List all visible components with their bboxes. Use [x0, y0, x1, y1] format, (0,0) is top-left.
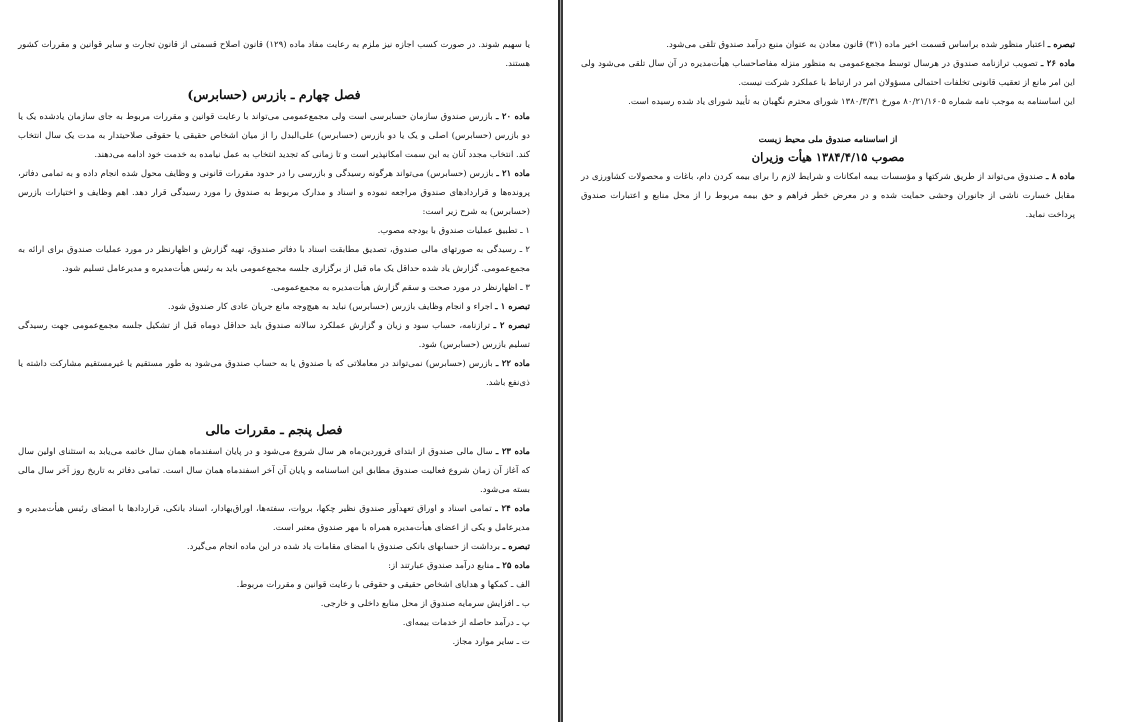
section-big-title: مصوب ۱۳۸۴/۴/۱۵ هیأت وزیران	[751, 150, 905, 164]
article-25-head: ماده ۲۵ ـ	[496, 561, 530, 571]
article-25-text: منابع درآمد صندوق عبارتند از:	[388, 561, 494, 571]
article-8-head: ماده ۸ ـ	[1046, 172, 1075, 182]
article-25-item-d: ت ـ سایر موارد مجاز.	[452, 637, 530, 647]
article-20-text: بازرس صندوق سازمان حسابرسی است ولی مجمع‌عمومی می‌تواند با رعایت قوانین و مقررات مربوط به جای سازمان یادشده یک یا دو بازرس (حسابرس) اصلی و یک یا دو بازرس (حسابرس) علی‌البدل را از میان اشخاص حقیقی یا حقوقی صلاحیتدار به مدت یک سال انتخاب کند. انتخاب مجدد آنان به این سمت امکانپذیر است و تا زمانی که تجدید انتخاب به عمل نیامده به خدمت خود ادامه می‌دهند.	[18, 112, 530, 160]
article-25-item-b: ب ـ افزایش سرمایه صندوق از محل منابع داخلی و خارجی.	[320, 599, 530, 609]
page-spine-line	[558, 0, 560, 722]
note-1-text: اجراء و انجام وظایف بازرس (حسابرس) نباید به هیچ‌وجه مانع جریان عادی کار صندوق شود.	[167, 302, 493, 312]
article-25-item-a: الف ـ کمکها و هدایای اشخاص حقیقی و حقوقی با رعایت قوانین و مقررات مربوط.	[236, 580, 530, 590]
chapter4-title: فصل چهارم ـ بازرس (حسابرس)	[187, 87, 361, 102]
note-text: برداشت از حسابهای بانکی صندوق با امضای مقامات یاد شده در این ماده انجام می‌گیرد.	[186, 542, 501, 552]
article-20	[18, 108, 530, 165]
article-21-head: ماده ۲۱ ـ	[496, 169, 531, 179]
article-21-item-2: ۲ ـ رسیدگی به صورتهای مالی صندوق، تصدیق مطابقت اسناد با دفاتر صندوق، تهیه گزارش و اظهارنظر در مورد عملیات صندوق برای ارائه به مجمع‌عمومی. گزارش یاد شده حداقل یک ماه قبل از برگزاری جلسه مجمع‌عمومی باید به رئیس هیأت‌مدیره و مدیرعامل تسلیم شود.	[18, 245, 530, 274]
right-note-text: اعتبار منظور شده براساس قسمت اخیر ماده (۳۱) قانون معادن به عنوان منبع درآمد صندوق تلقی می‌شود.	[666, 40, 1046, 50]
left-page	[0, 0, 558, 722]
article-8	[581, 168, 1075, 225]
article-22-text: بازرس (حسابرس) نمی‌تواند در معاملاتی که با صندوق یا به حساب صندوق می‌شود به طور مستقیم یا غیرمستقیم مشارکت داشته یا ذی‌نفع باشد.	[18, 359, 530, 388]
article-21-item-1: ۱ ـ تطبیق عملیات صندوق با بودجه مصوب.	[377, 226, 530, 236]
section-gap	[18, 393, 530, 409]
right-note	[581, 36, 1075, 55]
chapter5-title: فصل پنجم ـ مقررات مالی	[205, 422, 343, 437]
section-small-title: از اساسنامه صندوق ملی محیط زیست	[758, 135, 898, 145]
article-24	[18, 500, 530, 538]
note-head: تبصره ـ	[502, 542, 530, 552]
article-24-head: ماده ۲۴ ـ	[495, 504, 530, 514]
article-20-head: ماده ۲۰ ـ	[495, 112, 531, 122]
article-21	[18, 165, 530, 222]
article-23	[18, 443, 530, 500]
article-26-head: ماده ۲۶ ـ	[1040, 59, 1075, 69]
right-page	[563, 0, 1121, 722]
article-26-text: تصویب ترازنامه صندوق در هرسال توسط مجمع‌عمومی به منظور منزله مفاصاحساب هیأت‌مدیره در آن سال تلقی می‌شود ولی این امر مانع از تعقیب قانونی تخلفات احتمالی مسؤولان امر در ارتباط با عملکرد شرکت نیست.	[581, 59, 1075, 88]
article-25	[18, 557, 530, 576]
article-22-head: ماده ۲۲ ـ	[495, 359, 530, 369]
article-21-item-3: ۳ ـ اظهارنظر در مورد صحت و سقم گزارش هیأت‌مدیره به مجمع‌عمومی.	[270, 283, 530, 293]
note	[18, 538, 530, 557]
note-1	[18, 298, 530, 317]
closing-line: این اساسنامه به موجب نامه شماره ۸۰/۲۱/۱۶۰۵ مورخ ۱۳۸۰/۳/۳۱ شورای محترم نگهبان به تأیید شورای یاد شده رسیده است.	[628, 97, 1075, 107]
article-8-text: صندوق می‌تواند از طریق شرکتها و مؤسسات بیمه امکانات و شرایط لازم را برای بیمه کردن دام، باغات و محصولات کشاورزی در مقابل خسارت ناشی از جانوران وحشی حمایت شده و در معرض خطر فراهم و حق بیمه مربوط را از محل منابع و اعتبارات صندوق پرداخت نماید.	[581, 172, 1075, 220]
article-21-text: بازرس (حسابرس) می‌تواند هرگونه رسیدگی و بازرسی را در حدود مقررات قانونی و وظایف محول شده انجام داده و به تمامی دفاتر، پرونده‌ها و قراردادهای صندوق مراجعه نموده و اسناد و مدارک مربوط به صندوق را مورد رسیدگی قرار دهد. اهم وظایف و اختیارات بازرس (حسابرس) به شرح زیر است:	[18, 169, 530, 217]
article-24-text: تمامی اسناد و اوراق تعهدآور صندوق نظیر چکها، بروات، سفته‌ها، اوراق‌بهادار، اسناد بانکی، قراردادها با امضای رئیس هیأت‌مدیره و مدیرعامل و یکی از اعضای هیأت‌مدیره همراه با مهر صندوق معتبر است.	[18, 504, 530, 533]
article-25-item-c: پ ـ درآمد حاصله از خدمات بیمه‌ای.	[402, 618, 530, 628]
note-2-text: ترازنامه، حساب سود و زیان و گزارش عملکرد سالانه صندوق باید حداقل دوماه قبل از تشکیل جلسه مجمع‌عمومی جهت رسیدگی تسلیم بازرس (حسابرس) شود.	[18, 321, 530, 350]
right-note-head: تبصره ـ	[1047, 40, 1075, 50]
note-2	[18, 317, 530, 355]
article-23-head: ماده ۲۳ ـ	[495, 447, 531, 457]
intro-paragraph: یا سهیم شوند. در صورت کسب اجازه نیز ملزم به رعایت مفاد ماده (۱۲۹) قانون اصلاح قسمتی از قانون تجارت و سایر قوانین و مقررات کشور هستند.	[18, 40, 530, 69]
note-1-head: تبصره ۱ ـ	[495, 302, 530, 312]
article-22	[18, 355, 530, 393]
note-2-head: تبصره ۲ ـ	[493, 321, 530, 331]
article-23-text: سال مالی صندوق از ابتدای فروردین‌ماه هر سال شروع می‌شود و در پایان اسفندماه همان سال خاتمه می‌یابد به استثنای اولین سال که آغاز آن زمان شروع فعالیت صندوق مطابق این اساسنامه و پایان آن آخر اسفندماه همان سال است. تمامی دفاتر به تاریخ روز آخر سال مالی بسته می‌شود.	[18, 447, 530, 495]
article-26	[581, 55, 1075, 93]
